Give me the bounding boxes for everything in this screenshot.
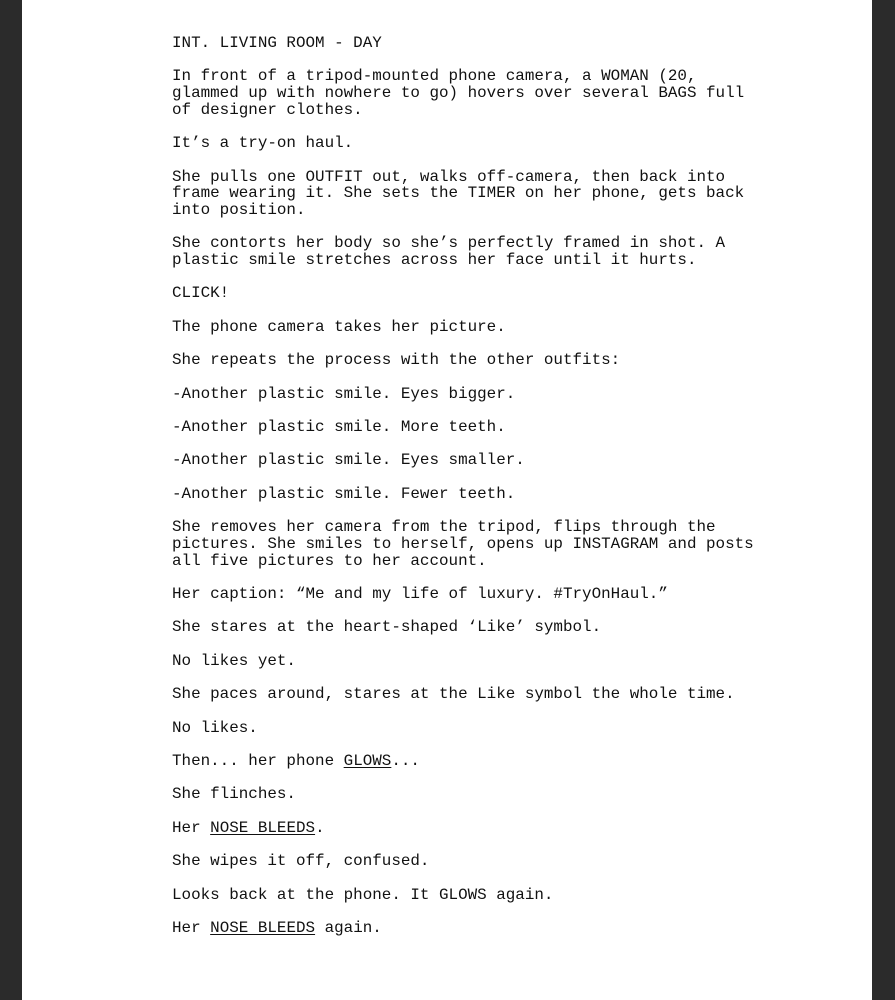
script-page [22,0,872,1000]
action-text: She repeats the process with the other outfits: [172,351,621,370]
action-line [172,820,792,837]
action-text: Her caption: “Me and my life of luxury. #TryOnHaul.” [172,585,668,603]
action-line [172,786,792,803]
action-line [172,586,792,603]
action-line [172,887,792,904]
action-text: She paces around, stares at the Like symbol the whole time. [172,685,735,704]
action-line [172,352,792,369]
action-text: She pulls one OUTFIT out, walks off-camera, then back into frame wearing it. She sets the TIMER on her phone, gets back into position. [172,167,745,219]
action-line [172,653,792,670]
action-text: -Another plastic smile. Fewer teeth. [172,484,516,503]
action-text: -Another plastic smile. Eyes smaller. [172,451,525,470]
action-text: No likes. [172,718,258,737]
action-lines [172,68,792,936]
action-line [172,452,792,469]
action-line [172,135,792,152]
action-line [172,920,792,937]
underlined-emphasis: NOSE BLEEDS [210,818,316,837]
action-line [172,686,792,703]
action-line [172,285,792,302]
action-line [172,619,792,636]
underlined-emphasis: NOSE BLEEDS [210,918,316,937]
action-text: . [315,818,325,837]
action-text: Then... her phone [172,751,344,770]
action-line [172,68,792,118]
action-text: CLICK! [172,284,230,303]
action-text: Her [172,918,211,937]
action-text: She wipes it off, confused. [172,852,430,871]
action-text: -Another plastic smile. More teeth. [172,418,506,437]
action-line [172,753,792,770]
action-line [172,486,792,503]
action-text: She stares at the heart-shaped ‘Like’ symbol. [172,618,602,637]
action-text: She contorts her body so she’s perfectly framed in shot. A plastic smile stretches across her face until it hurts. [172,234,726,270]
action-line [172,519,792,569]
action-line [172,386,792,403]
action-line [172,235,792,268]
action-text: It’s a try-on haul. [172,134,354,153]
action-line [172,169,792,219]
action-line [172,419,792,436]
action-text: ... [391,751,420,770]
scene-heading: INT. LIVING ROOM - DAY [172,34,382,52]
action-text: She removes her camera from the tripod, flips through the pictures. She smiles to herself, opens up INSTAGRAM and posts all five pictures to her account. [172,518,754,570]
action-text: -Another plastic smile. Eyes bigger. [172,384,516,403]
underlined-emphasis: GLOWS [343,751,392,770]
action-line [172,720,792,737]
screenplay-body [172,35,792,953]
action-line [172,319,792,336]
action-line [172,853,792,870]
action-text: She flinches. [172,785,296,804]
action-text: No likes yet. [172,651,296,670]
action-text: In front of a tripod-mounted phone camera, a WOMAN (20, glammed up with nowhere to go) hovers over several BAGS full of designer clothes. [172,67,745,119]
action-text: Her [172,818,211,837]
action-text: again. [315,918,382,937]
action-text: Looks back at the phone. It GLOWS again. [172,885,554,904]
action-text: The phone camera takes her picture. [172,317,506,336]
